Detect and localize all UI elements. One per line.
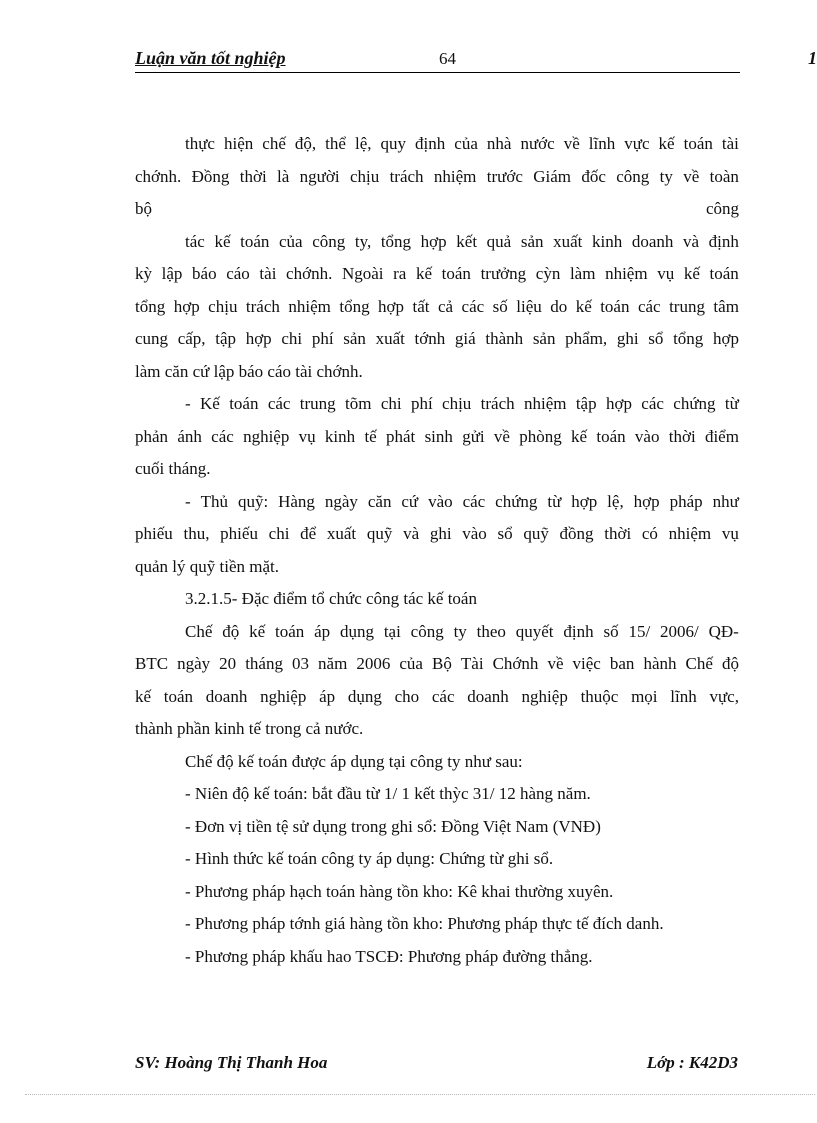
word: chế bbox=[262, 134, 286, 153]
word: 20 bbox=[219, 654, 237, 673]
word: năm bbox=[318, 654, 348, 673]
word: toán bbox=[240, 231, 270, 251]
text-line bbox=[135, 648, 739, 681]
page-break-divider bbox=[25, 1094, 815, 1095]
word: các bbox=[461, 296, 485, 316]
word: phiếu bbox=[135, 524, 173, 543]
word: quả bbox=[486, 231, 512, 251]
word: toán bbox=[274, 621, 305, 641]
word: đồng bbox=[559, 524, 594, 543]
word: phí bbox=[410, 394, 433, 413]
word: phòng bbox=[519, 426, 562, 446]
word: kế bbox=[571, 426, 588, 446]
word: thời bbox=[604, 524, 632, 543]
text-line: cuối tháng. bbox=[135, 459, 211, 478]
word: quyết bbox=[515, 621, 554, 641]
word: chi bbox=[268, 524, 290, 543]
word: nghiệp bbox=[243, 426, 290, 446]
text-line: quản lý quỹ tiền mặt. bbox=[135, 556, 280, 576]
word: vực bbox=[624, 134, 650, 153]
word: của bbox=[278, 231, 303, 251]
word: dụng bbox=[339, 621, 374, 641]
word: Giám bbox=[533, 166, 572, 186]
word: kế bbox=[249, 621, 266, 641]
word: hợp bbox=[712, 329, 739, 348]
word: - bbox=[185, 394, 191, 413]
word: ty bbox=[659, 166, 673, 186]
word: sổ bbox=[648, 329, 664, 348]
word: vụ bbox=[721, 524, 739, 543]
word: kế bbox=[658, 134, 675, 153]
word: tổng bbox=[380, 231, 412, 251]
word: ra bbox=[393, 264, 407, 283]
word: pháp bbox=[669, 491, 703, 511]
word: - bbox=[185, 491, 191, 511]
word: hợp bbox=[378, 296, 405, 316]
word: các bbox=[462, 491, 486, 511]
text-line: thành phần kinh tế trong cả nước. bbox=[135, 719, 364, 738]
word: 2006 bbox=[356, 654, 391, 673]
word: như bbox=[712, 491, 739, 511]
word: vụ bbox=[298, 426, 316, 446]
word: toàn bbox=[709, 166, 739, 186]
word: trách bbox=[245, 296, 280, 316]
word: hợp bbox=[245, 329, 272, 348]
word: nhà bbox=[486, 134, 512, 153]
word: toán bbox=[163, 686, 194, 706]
word: Thủ bbox=[200, 491, 228, 511]
word: kế bbox=[214, 231, 231, 251]
word: lĩnh bbox=[670, 686, 697, 706]
word: về bbox=[493, 426, 510, 446]
word: vực, bbox=[709, 686, 739, 706]
word: BTC bbox=[135, 654, 169, 673]
word: chứng bbox=[495, 491, 538, 511]
word: và bbox=[683, 231, 700, 251]
word: hợp bbox=[173, 296, 200, 316]
text-line bbox=[135, 128, 739, 161]
text-line bbox=[135, 258, 739, 291]
text-line bbox=[135, 616, 739, 649]
list-item: - Đơn vị tiền tệ sử dụng trong ghi sổ: Đồng Việt Nam (VNĐ) bbox=[185, 816, 601, 836]
word: doanh bbox=[467, 686, 509, 706]
word: phản bbox=[135, 426, 169, 446]
word: lập bbox=[161, 264, 183, 283]
word: tế bbox=[364, 426, 377, 446]
word: phát bbox=[386, 426, 416, 446]
word: xuất bbox=[553, 231, 583, 251]
word: dụng bbox=[347, 686, 382, 706]
word: quỹ bbox=[366, 524, 393, 543]
word: áp bbox=[314, 621, 331, 641]
list-item: - Hình thức kế toán công ty áp dụng: Chứng từ ghi sổ. bbox=[185, 849, 554, 868]
word: Ngoài bbox=[341, 264, 384, 283]
word: định bbox=[415, 134, 446, 153]
word: về bbox=[683, 166, 700, 186]
word: chớnh. bbox=[286, 264, 333, 283]
word: hợp bbox=[420, 231, 447, 251]
word: kế bbox=[415, 264, 433, 283]
word: tõm bbox=[345, 394, 372, 413]
word: lĩnh bbox=[588, 134, 616, 153]
word: doanh bbox=[205, 686, 248, 706]
word: cáo bbox=[226, 264, 250, 283]
word: thành bbox=[485, 329, 524, 348]
word: phẩm, bbox=[565, 329, 608, 348]
word: toán bbox=[709, 264, 739, 283]
word: áp bbox=[319, 686, 336, 706]
word: tài bbox=[259, 264, 277, 283]
text-line bbox=[135, 161, 739, 194]
word: tớnh bbox=[414, 329, 446, 348]
word: trung bbox=[299, 394, 336, 413]
word: để bbox=[300, 524, 317, 543]
word: 03 bbox=[292, 654, 310, 673]
header-title: Luận văn tốt nghiệp bbox=[135, 48, 286, 68]
word: nhiệm bbox=[288, 296, 331, 316]
word: hợp bbox=[605, 394, 632, 413]
text-line bbox=[135, 486, 739, 519]
word: căn bbox=[367, 491, 392, 511]
word: lệ, bbox=[354, 134, 372, 153]
word: sổ bbox=[497, 524, 513, 543]
word: chịu bbox=[442, 394, 472, 413]
word: kinh bbox=[592, 231, 623, 251]
word: toán bbox=[600, 296, 630, 316]
word: trách bbox=[480, 394, 515, 413]
text-line bbox=[135, 388, 739, 421]
word: ghi bbox=[429, 524, 452, 543]
word: Chế bbox=[185, 621, 213, 641]
word: hợp bbox=[571, 491, 598, 511]
word: ghi bbox=[616, 329, 639, 348]
word: toán bbox=[229, 394, 259, 413]
list-item: - Phương pháp hạch toán hàng tồn kho: Kê khai thường xuyên. bbox=[185, 881, 614, 901]
word: 2006/ bbox=[660, 621, 699, 641]
word: số bbox=[492, 296, 508, 316]
word: vào bbox=[634, 426, 660, 446]
footer-class: Lớp : K42D3 bbox=[646, 1053, 738, 1072]
word: chi bbox=[281, 329, 303, 348]
word: từ bbox=[547, 491, 562, 511]
word: nghiệp bbox=[260, 686, 307, 706]
word: 15/ bbox=[628, 621, 651, 641]
word: quỹ bbox=[523, 524, 549, 543]
word: hành bbox=[643, 654, 677, 673]
word: tổng bbox=[673, 329, 704, 348]
word: các bbox=[637, 296, 661, 316]
text-line: làm căn cứ lập báo cáo tài chớnh. bbox=[135, 361, 363, 381]
word: ty, bbox=[354, 231, 372, 251]
word: nhiệm bbox=[605, 264, 648, 283]
word: công bbox=[705, 199, 739, 218]
word: tổng bbox=[135, 296, 166, 316]
word: Đồng bbox=[191, 166, 230, 186]
word: về bbox=[563, 134, 580, 153]
word: giá bbox=[454, 329, 476, 348]
body-text bbox=[135, 128, 739, 973]
word: toán bbox=[596, 426, 626, 446]
word: việc bbox=[572, 654, 601, 673]
word: tất bbox=[412, 296, 430, 316]
word: thu, bbox=[183, 524, 210, 543]
word: QĐ- bbox=[708, 621, 739, 641]
word: nhiệm bbox=[523, 394, 567, 413]
word: cả bbox=[437, 296, 454, 316]
text-line bbox=[135, 193, 739, 226]
word: chịu bbox=[208, 296, 238, 316]
word: cho bbox=[394, 686, 420, 706]
word: kế bbox=[575, 296, 592, 316]
word: ánh bbox=[177, 426, 202, 446]
word: về bbox=[547, 654, 564, 673]
word: thuộc bbox=[580, 686, 619, 706]
word: chịu bbox=[349, 166, 380, 186]
word: kỳ bbox=[135, 264, 152, 283]
word: nước bbox=[520, 134, 555, 153]
word: quỹ: bbox=[237, 491, 269, 511]
header-edge-mark: 1 bbox=[808, 48, 817, 68]
word: liệu bbox=[516, 296, 542, 316]
word: tác bbox=[185, 231, 205, 251]
word: ngày bbox=[177, 654, 211, 673]
word: sinh bbox=[424, 426, 453, 446]
word: vào bbox=[462, 524, 487, 543]
word: báo bbox=[192, 264, 217, 283]
word: ngày bbox=[324, 491, 358, 511]
footer-student: SV: Hoàng Thị Thanh Hoa bbox=[135, 1053, 328, 1072]
word: Bộ bbox=[432, 654, 452, 673]
word: hợp bbox=[633, 491, 660, 511]
word: trước bbox=[486, 166, 523, 186]
word: xuất bbox=[326, 524, 357, 543]
word: chi bbox=[380, 394, 402, 413]
word: quy bbox=[380, 134, 407, 153]
text-line bbox=[135, 291, 739, 324]
word: ty bbox=[453, 621, 467, 641]
word: tập bbox=[215, 329, 237, 348]
word: đốc bbox=[581, 166, 606, 186]
word: Hàng bbox=[278, 491, 315, 511]
word: xuất bbox=[375, 329, 405, 348]
word: trách bbox=[389, 166, 424, 186]
text-line bbox=[135, 421, 739, 454]
word: thời bbox=[239, 166, 267, 186]
list-item: - Phương pháp tớnh giá hàng tồn kho: Phương pháp thực tế đích danh. bbox=[185, 914, 664, 933]
word: toán bbox=[683, 134, 713, 153]
word: tổng bbox=[339, 296, 370, 316]
word: phí bbox=[311, 329, 334, 348]
word: trung bbox=[669, 296, 705, 316]
word: độ bbox=[222, 621, 240, 641]
word: định bbox=[563, 621, 594, 641]
word: toán bbox=[441, 264, 471, 283]
page-header bbox=[135, 48, 740, 73]
word: nhiệm bbox=[433, 166, 477, 186]
word: nghiệp bbox=[521, 686, 568, 706]
word: tài bbox=[721, 134, 739, 153]
word: của bbox=[399, 654, 423, 673]
word: độ bbox=[721, 654, 739, 673]
word: Chế bbox=[685, 654, 713, 673]
word: kết bbox=[456, 231, 478, 251]
word: hiện bbox=[224, 134, 254, 153]
word: chớnh. bbox=[135, 166, 182, 186]
word: gửi bbox=[462, 426, 485, 446]
word: trưởng bbox=[480, 264, 527, 283]
text-line: Chế độ kế toán được áp dụng tại công ty như sau: bbox=[185, 751, 523, 771]
word: nhiệm bbox=[668, 524, 712, 543]
word: thời bbox=[668, 426, 696, 446]
word: tâm bbox=[713, 296, 739, 316]
word: các bbox=[431, 686, 455, 706]
word: Chớnh bbox=[492, 654, 539, 673]
word: làm bbox=[569, 264, 596, 283]
word: Tài bbox=[460, 654, 484, 673]
word: của bbox=[454, 134, 478, 153]
word: các bbox=[641, 394, 664, 413]
word: thực bbox=[185, 134, 215, 153]
word: người bbox=[299, 166, 340, 186]
word: cung bbox=[135, 329, 169, 348]
word: cỳn bbox=[535, 264, 561, 283]
word: các bbox=[211, 426, 234, 446]
word: thể bbox=[325, 134, 346, 153]
text-line bbox=[135, 681, 739, 714]
word: sản bbox=[520, 231, 544, 251]
word: theo bbox=[476, 621, 506, 641]
word: có bbox=[641, 524, 658, 543]
word: chứng bbox=[673, 394, 716, 413]
word: công bbox=[410, 621, 444, 641]
word: là bbox=[277, 166, 290, 186]
list-item: - Niên độ kế toán: bắt đầu từ 1/ 1 kết thỳc 31/ 12 hàng năm. bbox=[185, 784, 591, 803]
word: vào bbox=[428, 491, 453, 511]
page-number: 64 bbox=[439, 49, 456, 68]
word: bộ bbox=[135, 199, 152, 218]
word: điểm bbox=[704, 426, 739, 446]
word: độ, bbox=[294, 134, 317, 153]
word: và bbox=[403, 524, 420, 543]
word: kinh bbox=[324, 426, 356, 446]
word: công bbox=[616, 166, 650, 186]
word: định bbox=[708, 231, 739, 251]
word: do bbox=[550, 296, 568, 316]
text-line bbox=[135, 518, 739, 551]
word: vụ bbox=[657, 264, 675, 283]
word: từ bbox=[724, 394, 739, 413]
word: số bbox=[603, 621, 619, 641]
word: cứ bbox=[401, 491, 419, 511]
word: Kế bbox=[200, 394, 220, 413]
text-line bbox=[135, 323, 739, 356]
word: các bbox=[267, 394, 291, 413]
list-item: - Phương pháp khấu hao TSCĐ: Phương pháp đường thẳng. bbox=[185, 946, 593, 966]
section-heading: 3.2.1.5- Đặc điểm tổ chức công tác kế toán bbox=[185, 589, 477, 608]
word: kế bbox=[135, 686, 152, 706]
word: sản bbox=[532, 329, 556, 348]
word: sản bbox=[343, 329, 366, 348]
word: doanh bbox=[631, 231, 674, 251]
word: tại bbox=[383, 621, 401, 641]
word: phiếu bbox=[220, 524, 258, 543]
word: công bbox=[312, 231, 346, 251]
word: kế bbox=[683, 264, 700, 283]
word: lệ, bbox=[607, 491, 624, 511]
word: tập bbox=[575, 394, 597, 413]
word: ban bbox=[609, 654, 635, 673]
word: tháng bbox=[245, 654, 283, 673]
word: mọi bbox=[631, 686, 658, 706]
word: cấp, bbox=[177, 329, 206, 348]
text-line bbox=[135, 226, 739, 259]
